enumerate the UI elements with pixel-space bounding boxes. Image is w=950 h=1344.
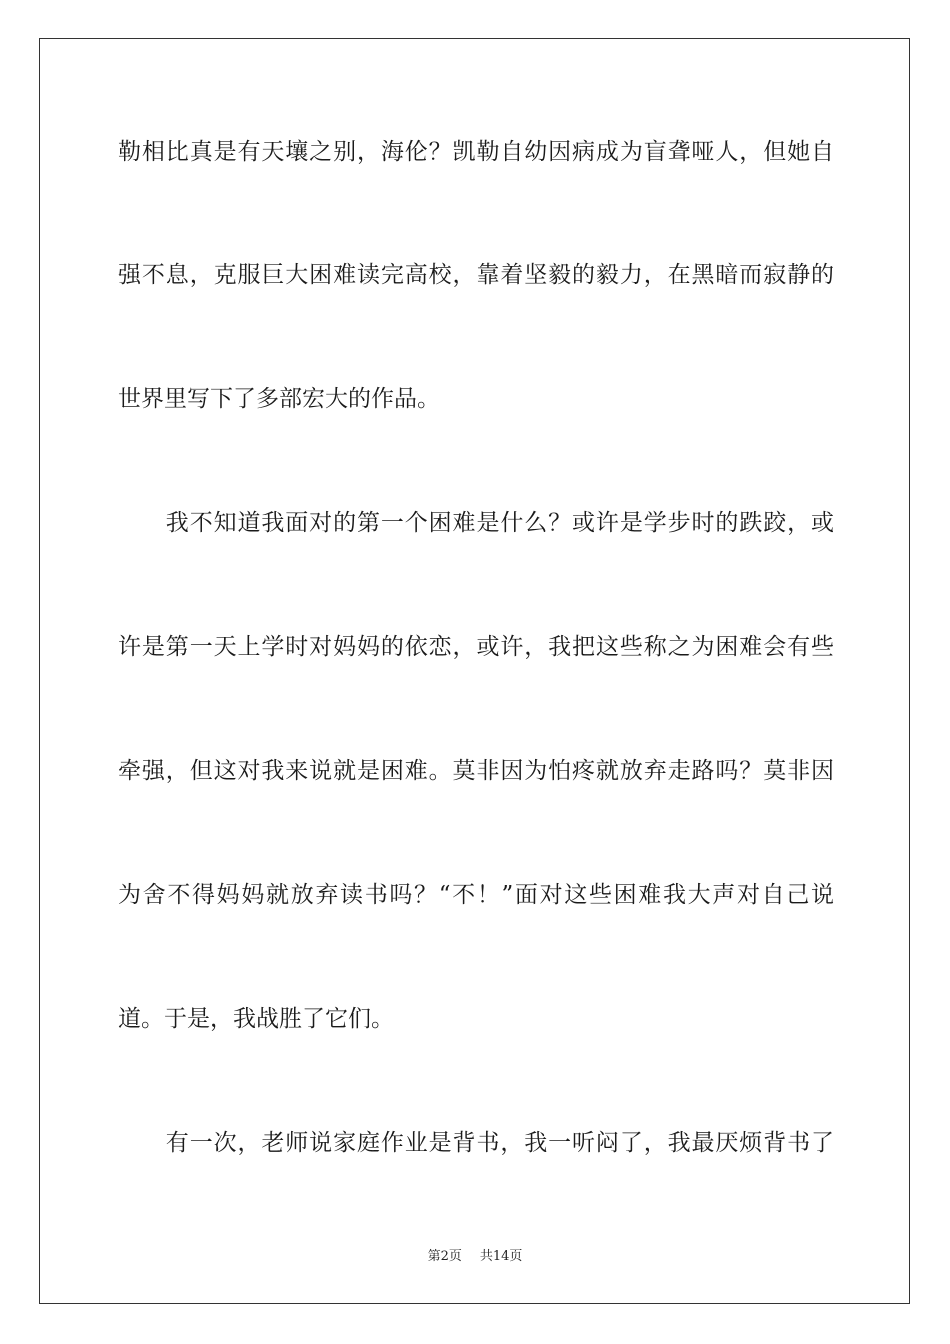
page-number: 第2页 [427,1249,462,1264]
text-line-4: 我不知道我面对的第一个困难是什么？或许是学步时的跌跤，或 [118,510,834,536]
page-total: 共14页 [479,1249,523,1264]
text-line-6: 牵强，但这对我来说就是困难。莫非因为怕疼就放弃走路吗？莫非因 [118,758,834,784]
page-border [39,38,910,1304]
text-line-2: 强不息，克服巨大困难读完高校，靠着坚毅的毅力，在黑暗而寂静的 [118,262,834,288]
text-line-9: 有一次，老师说家庭作业是背书，我一听闷了，我最厌烦背书了 [118,1130,834,1156]
text-line-7: 为舍不得妈妈就放弃读书吗？“不！”面对这些困难我大声对自己说 [118,882,834,908]
text-line-5: 许是第一天上学时对妈妈的依恋，或许，我把这些称之为困难会有些 [118,634,834,660]
page-footer [0,1248,950,1266]
text-line-3: 世界里写下了多部宏大的作品。 [118,386,440,412]
text-line-1: 勒相比真是有天壤之别，海伦？凯勒自幼因病成为盲聋哑人，但她自 [118,139,834,165]
text-line-8: 道。于是，我战胜了它们。 [118,1006,394,1032]
